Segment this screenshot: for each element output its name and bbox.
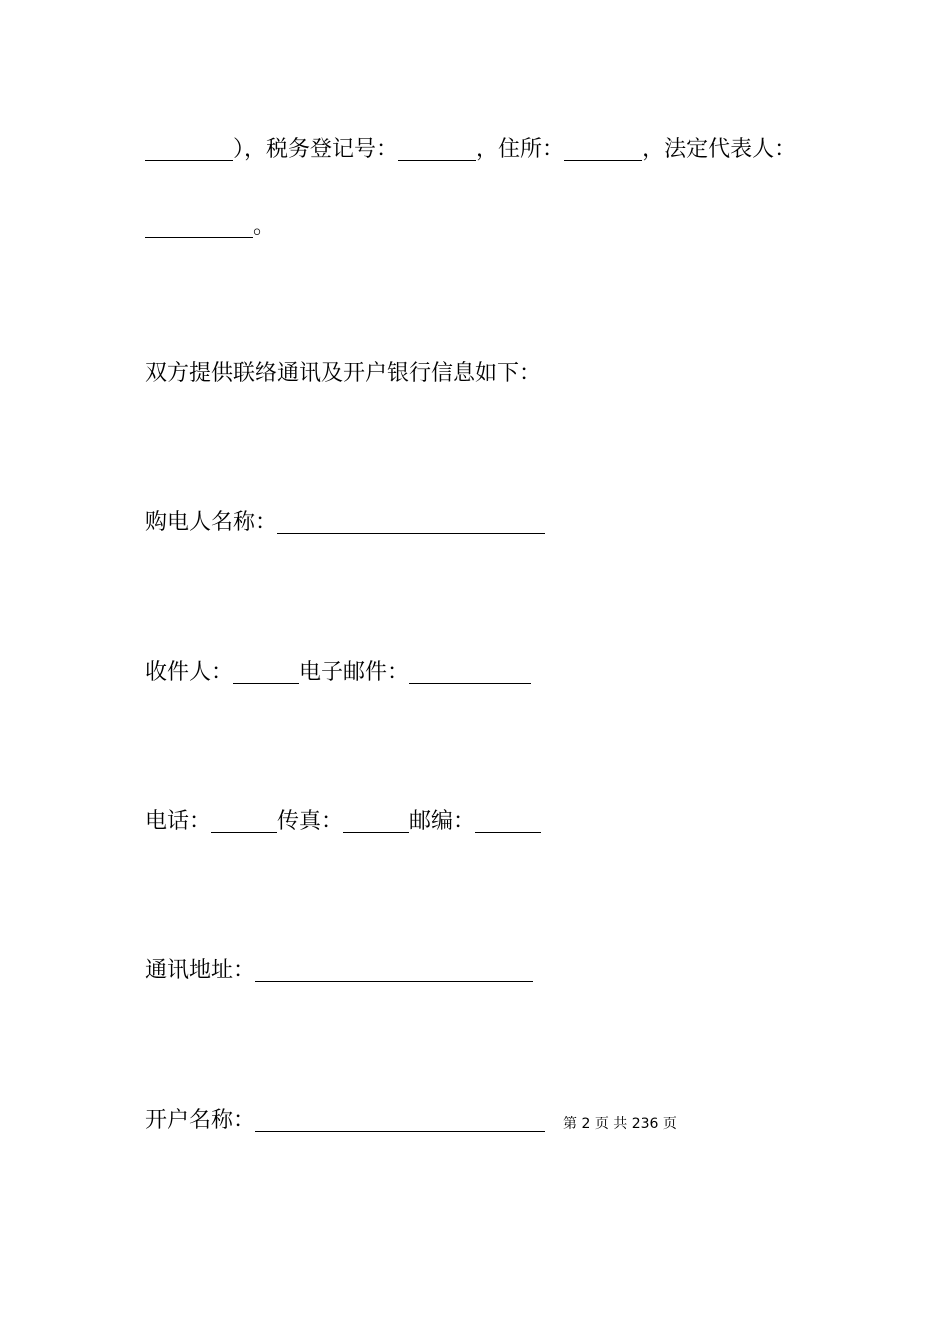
page-footer: 第 2 页 共 236 页 (563, 1116, 677, 1132)
mailing-address-line (145, 957, 533, 985)
period-text: 。 (253, 214, 276, 239)
close-paren-text: ）， (233, 137, 267, 162)
residence-label: 住所： (498, 137, 565, 162)
separator-comma: ， (642, 137, 665, 162)
intro-line (145, 360, 541, 388)
buyer-name-label: 购电人名称： (145, 510, 278, 535)
account-name-label: 开户名称： (145, 1108, 256, 1133)
separator-comma: ， (476, 137, 499, 162)
legal-representative-line (145, 213, 275, 241)
phone-label: 电话： (145, 809, 212, 834)
buyer-name-blank (277, 511, 545, 534)
recipient-label: 收件人： (145, 660, 234, 685)
fax-blank (343, 810, 409, 833)
blank-field (145, 138, 233, 161)
email-label: 电子邮件： (299, 660, 410, 685)
email-blank (409, 661, 531, 684)
fax-label: 传真： (277, 809, 344, 834)
tax-registration-label: 税务登记号： (266, 137, 399, 162)
recipient-line (145, 659, 531, 687)
buyer-name-line (145, 509, 545, 537)
phone-blank (211, 810, 277, 833)
phone-line (145, 808, 541, 836)
account-name-line (145, 1107, 677, 1135)
registration-line (145, 136, 796, 164)
intro-text: 双方提供联络通讯及开户银行信息如下： (145, 361, 542, 386)
legal-representative-blank (145, 215, 253, 238)
recipient-blank (233, 661, 299, 684)
tax-registration-blank (398, 138, 476, 161)
mailing-address-label: 通讯地址： (145, 958, 256, 983)
mailing-address-blank (255, 959, 533, 982)
postcode-label: 邮编： (409, 809, 476, 834)
account-name-blank (255, 1109, 545, 1132)
residence-blank (564, 138, 642, 161)
postcode-blank (475, 810, 541, 833)
legal-representative-label: 法定代表人： (664, 137, 797, 162)
